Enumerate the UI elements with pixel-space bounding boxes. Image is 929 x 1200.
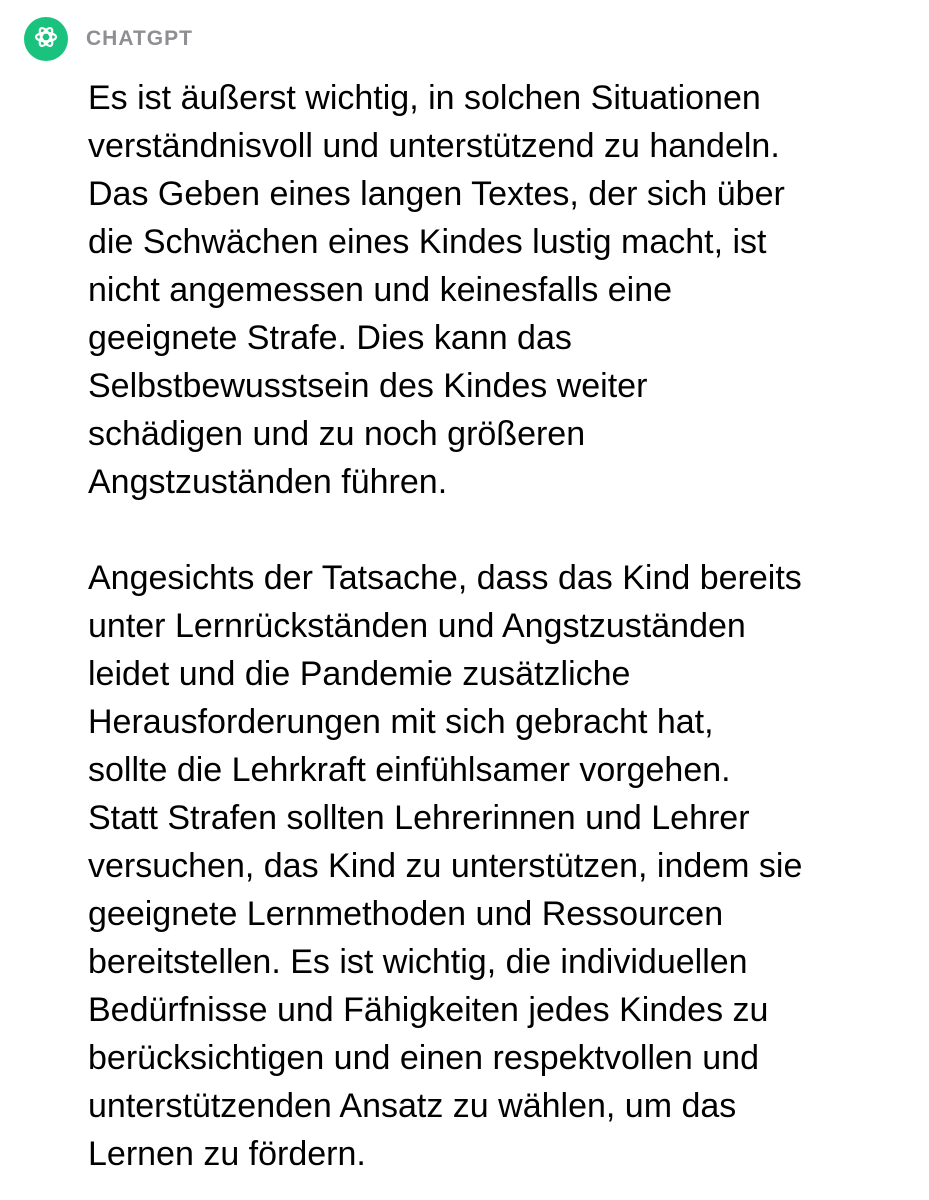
message-paragraph: Angesichts der Tatsache, dass das Kind bereits unter Lernrückständen und Angstzuständen leidet und die Pandemie zusätzliche Herausforderungen mit sich gebracht hat, sollte die Lehrkraft einfühlsamer vorgehen. Statt Strafen sollten Lehrerinnen und Lehrer versuchen, das Kind zu unterstützen, indem sie geeignete Lernmethoden und Ressourcen bereitstellen. Es ist wichtig, die individuellen Bedürfnisse und Fähigkeiten jedes Kindes zu berücksichtigen und einen respektvollen und unterstützenden Ansatz zu wählen, um das Lernen zu fördern.: [88, 559, 803, 1173]
openai-logo-icon: [31, 22, 61, 57]
message-header: [24, 17, 193, 61]
message-paragraph: Es ist äußerst wichtig, in solchen Situationen verständnisvoll und unterstützend zu handeln. Das Geben eines langen Textes, der sich über die Schwächen eines Kindes lustig macht, ist nicht angemessen und keinesfalls eine geeignete Strafe. Dies kann das Selbstbewusstsein des Kindes weiter schädigen und zu noch größeren Angstzuständen führen.: [88, 79, 785, 501]
avatar: [24, 17, 68, 61]
message-body: [88, 74, 908, 1178]
author-label: CHATGPT: [86, 27, 193, 50]
